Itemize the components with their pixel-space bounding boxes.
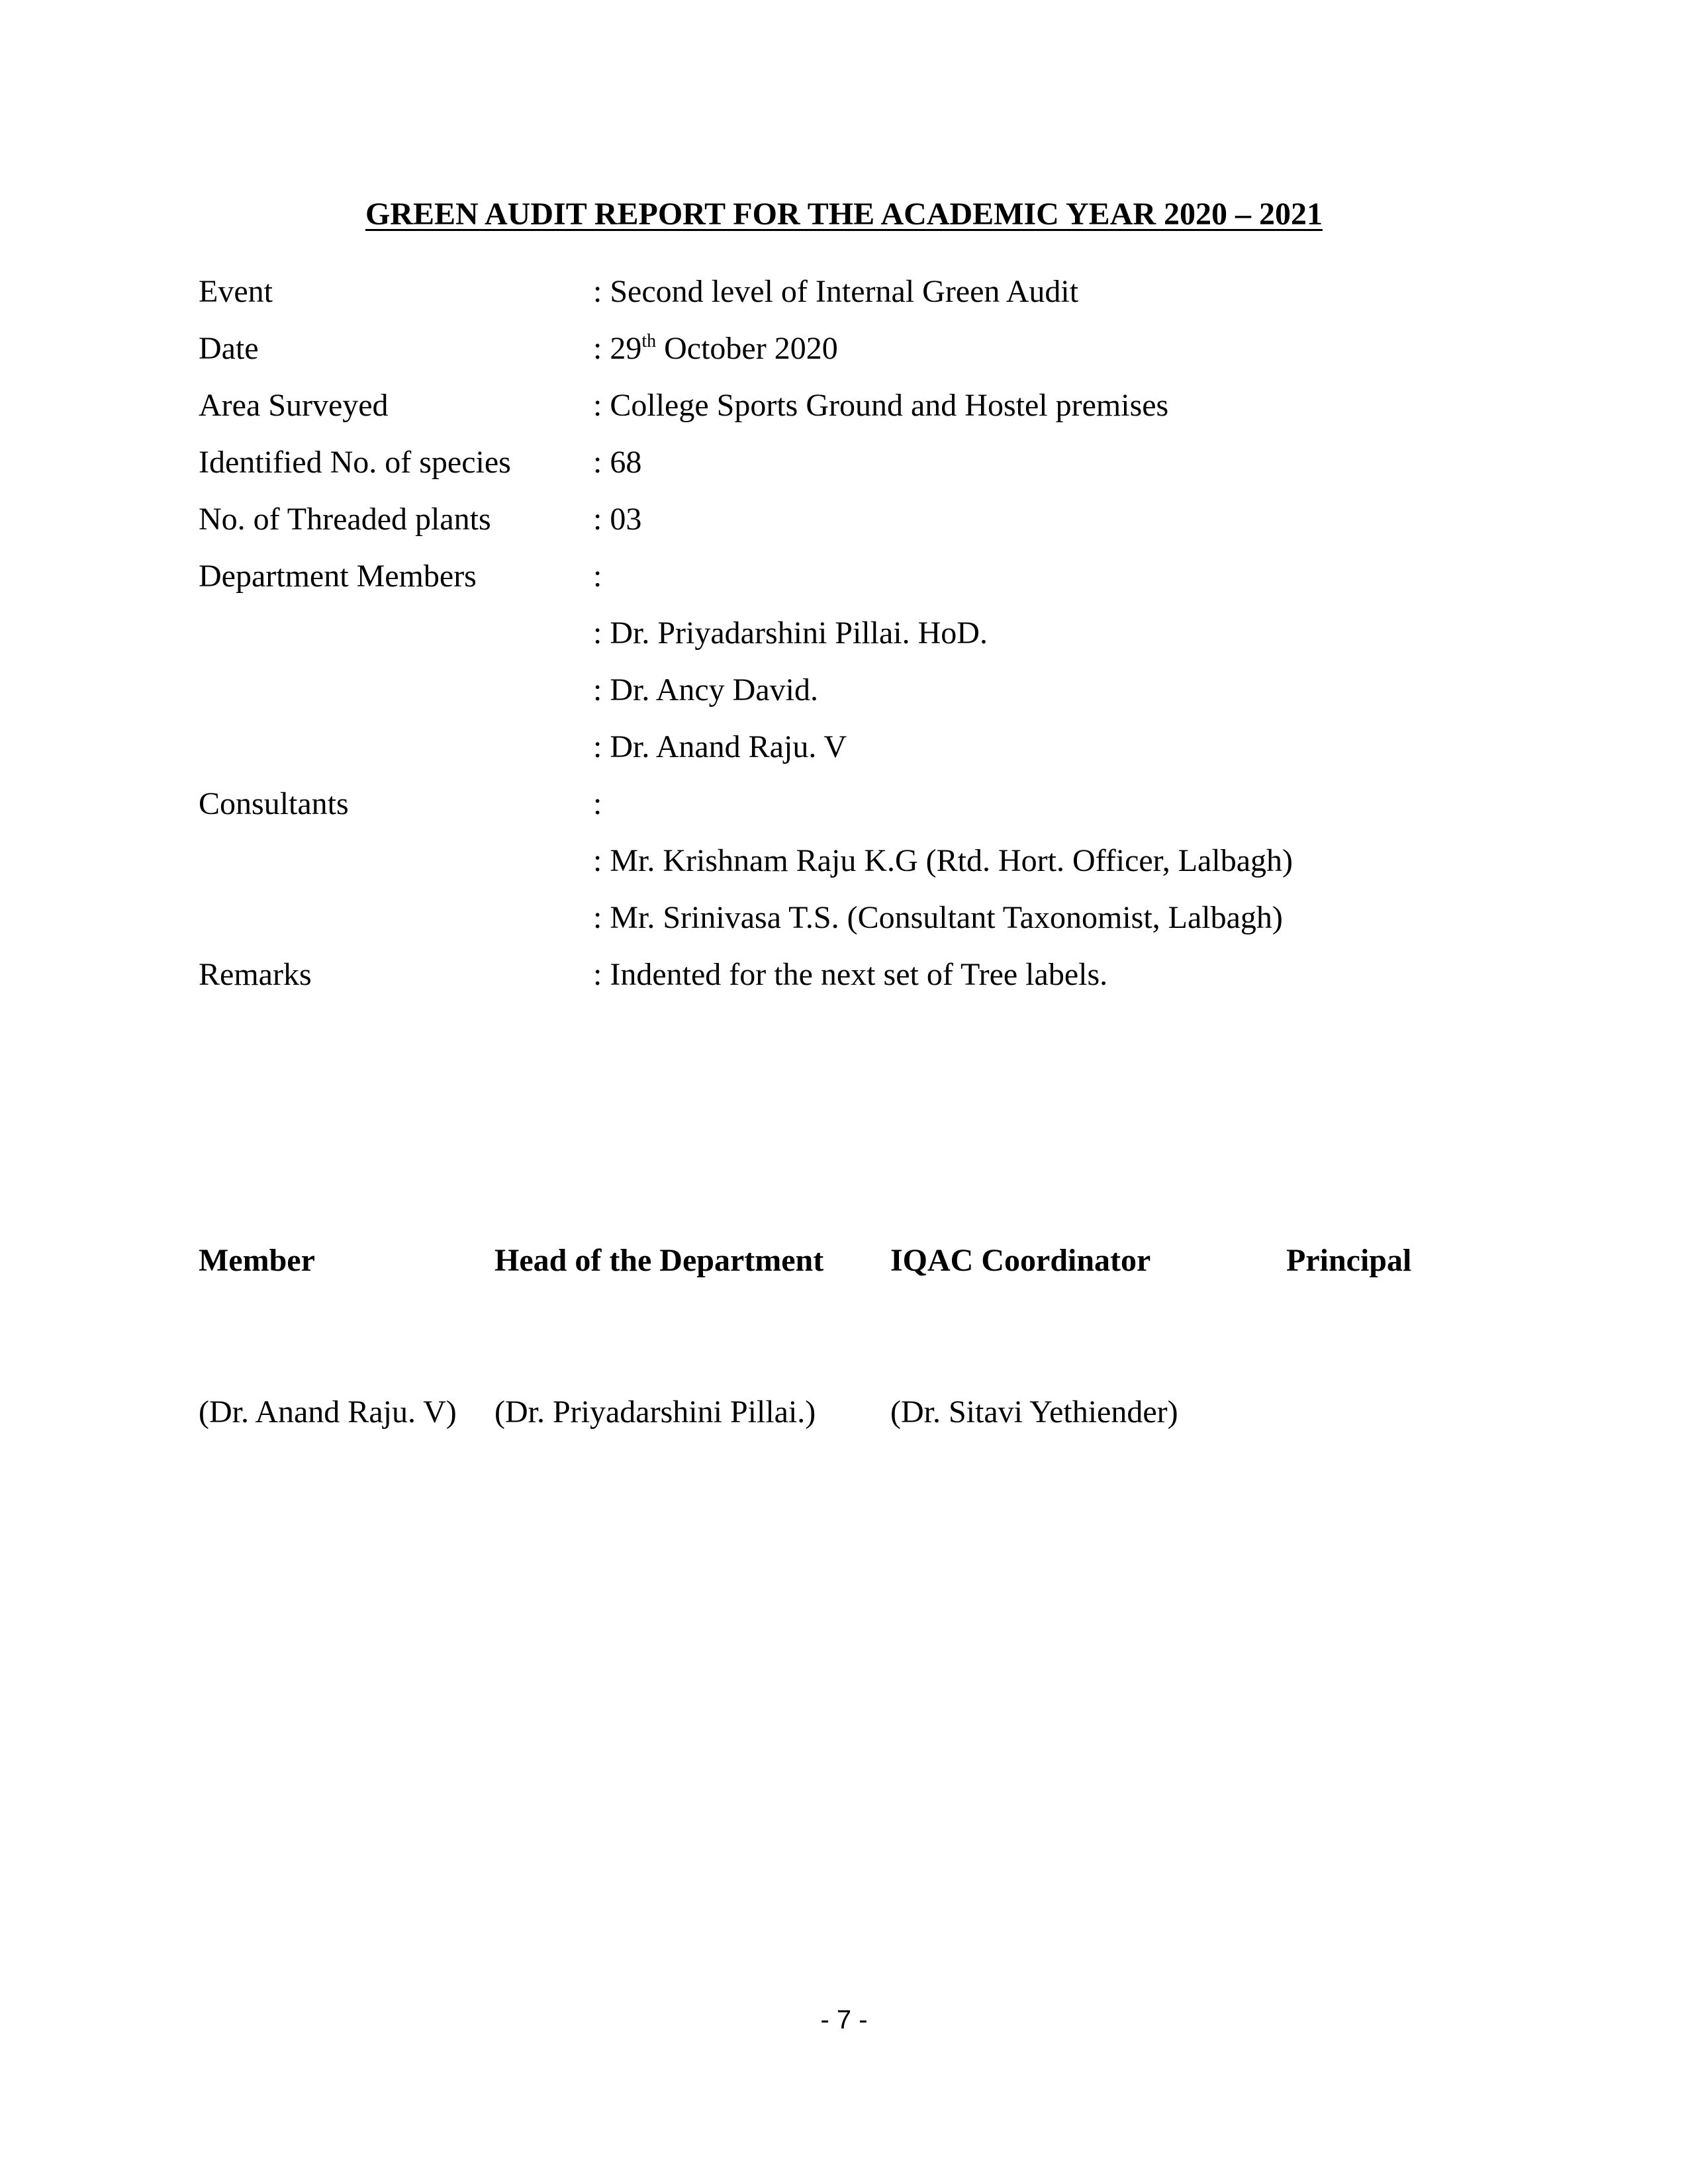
threaded-label: No. of Threaded plants: [199, 502, 491, 537]
consultants-label: Consultants: [199, 786, 349, 821]
member-name: : Dr. Anand Raju. V: [593, 729, 847, 764]
date-day: : 29: [593, 331, 642, 366]
consultant-name: : Mr. Krishnam Raju K.G (Rtd. Hort. Officer, Lalbagh): [593, 843, 1293, 878]
member-name: : Dr. Ancy David.: [593, 672, 818, 707]
event-label: Event: [199, 274, 273, 309]
iqac-signature-name: (Dr. Sitavi Yethiender): [890, 1394, 1178, 1430]
report-title: GREEN AUDIT REPORT FOR THE ACADEMIC YEAR 2020 – 2021: [365, 197, 1323, 232]
species-label: Identified No. of species: [199, 445, 511, 480]
date-label: Date: [199, 331, 259, 366]
principal-signature-role: Principal: [1286, 1243, 1412, 1278]
remarks-value: : Indented for the next set of Tree labels.: [593, 957, 1108, 992]
iqac-signature-role: IQAC Coordinator: [890, 1243, 1151, 1278]
area-value: : College Sports Ground and Hostel premises: [593, 388, 1169, 423]
event-value: : Second level of Internal Green Audit: [593, 274, 1079, 309]
date-value: [593, 320, 838, 382]
date-suffix: th: [641, 331, 657, 351]
member-name: : Dr. Priyadarshini Pillai. HoD.: [593, 615, 988, 651]
members-label: Department Members: [199, 559, 477, 594]
consultants-colon: :: [593, 786, 602, 821]
hod-signature-name: (Dr. Priyadarshini Pillai.): [494, 1394, 816, 1430]
date-month-year: October 2020: [656, 331, 838, 366]
members-colon: :: [593, 559, 602, 594]
consultant-name: : Mr. Srinivasa T.S. (Consultant Taxonomist, Lalbagh): [593, 900, 1283, 935]
area-label: Area Surveyed: [199, 388, 389, 423]
member-signature-role: Member: [199, 1243, 315, 1278]
page-number: - 7 -: [820, 2005, 868, 2034]
remarks-label: Remarks: [199, 957, 312, 992]
species-value: : 68: [593, 445, 642, 480]
member-signature-name: (Dr. Anand Raju. V): [199, 1394, 457, 1430]
threaded-value: : 03: [593, 502, 642, 537]
hod-signature-role: Head of the Department: [494, 1243, 824, 1278]
